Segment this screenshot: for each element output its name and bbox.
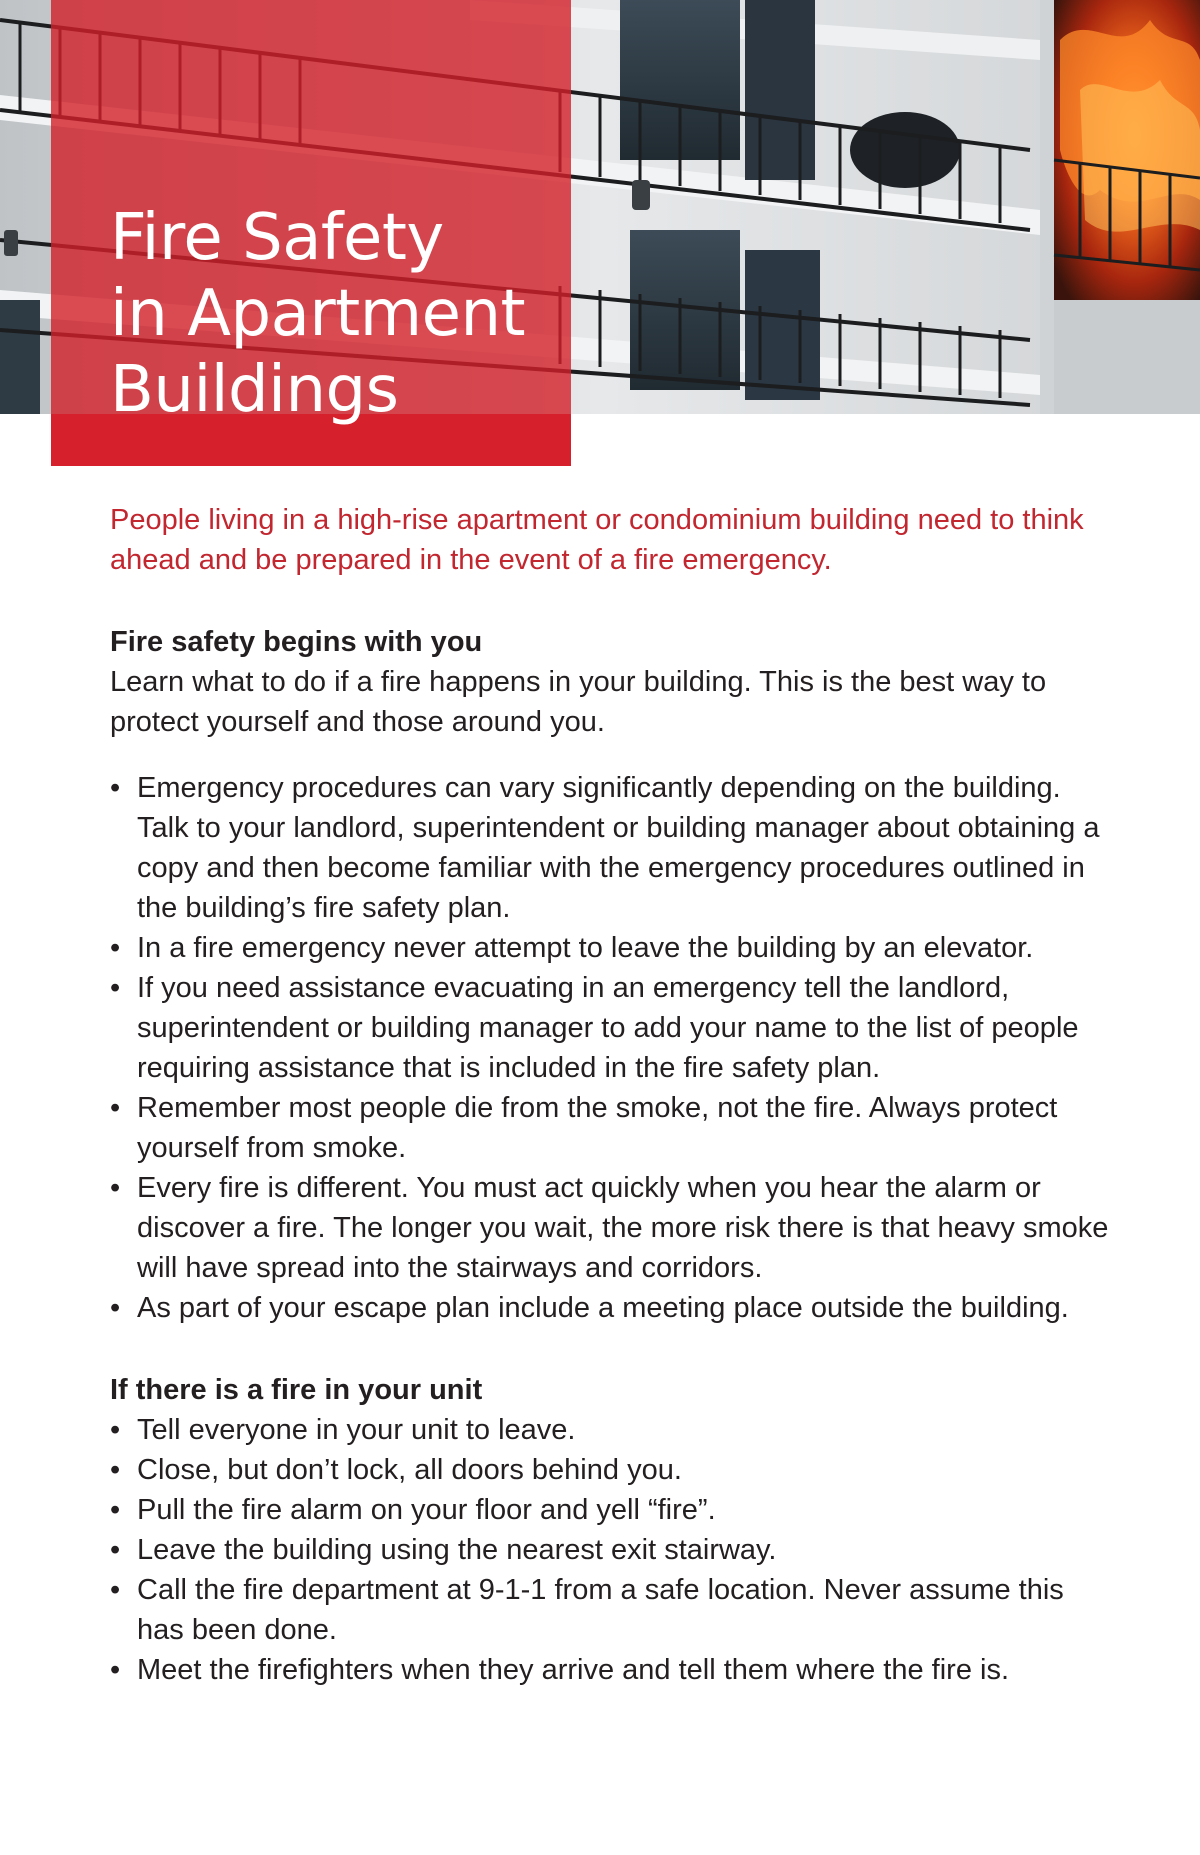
list-item: • Meet the firefighters when they arrive and tell them where the fire is. [110, 1650, 1110, 1690]
list-item: • Every fire is different. You must act quickly when you hear the alarm or discover a fire. The longer you wait, the more risk there is that heavy smoke will have spread into the stairways and corridors. [110, 1168, 1110, 1288]
section-heading-fire-in-unit: If there is a fire in your unit [110, 1374, 483, 1406]
list-item: • Pull the fire alarm on your floor and yell “fire”. [110, 1490, 1110, 1530]
title-line-3: Buildings [110, 353, 399, 427]
list-item: • Close, but don’t lock, all doors behind you. [110, 1450, 1110, 1490]
list-item: • Tell everyone in your unit to leave. [110, 1410, 1110, 1450]
fire-safety-bullet-list [110, 768, 1110, 1328]
title-line-2: in Apartment [110, 277, 526, 351]
document-body [110, 500, 1110, 1690]
title-line-1: Fire Safety [110, 201, 444, 275]
list-item: • As part of your escape plan include a meeting place outside the building. [110, 1288, 1110, 1328]
list-item: • In a fire emergency never attempt to leave the building by an elevator. [110, 928, 1110, 968]
list-item: • Emergency procedures can vary significantly depending on the building. Talk to your landlord, superintendent or building manager about obtaining a copy and then become familiar with the emergency procedures outlined in the building’s fire safety plan. [110, 768, 1110, 928]
list-item: • Leave the building using the nearest exit stairway. [110, 1530, 1110, 1570]
page-title [110, 200, 570, 428]
intro-paragraph: People living in a high-rise apartment or condominium building need to think ahead and be prepared in the event of a fire emergency. [110, 504, 1084, 576]
list-item: • Remember most people die from the smoke, not the fire. Always protect yourself from smoke. [110, 1088, 1110, 1168]
list-item: • Call the fire department at 9-1-1 from a safe location. Never assume this has been done. [110, 1570, 1110, 1650]
list-item: • If you need assistance evacuating in an emergency tell the landlord, superintendent or building manager to add your name to the list of people requiring assistance that is included in the fire safety plan. [110, 968, 1110, 1088]
fire-in-unit-bullet-list [110, 1410, 1110, 1690]
section-paragraph-fire-safety: Learn what to do if a fire happens in your building. This is the best way to protect yourself and those around you. [110, 666, 1047, 738]
section-heading-fire-safety: Fire safety begins with you [110, 626, 483, 658]
